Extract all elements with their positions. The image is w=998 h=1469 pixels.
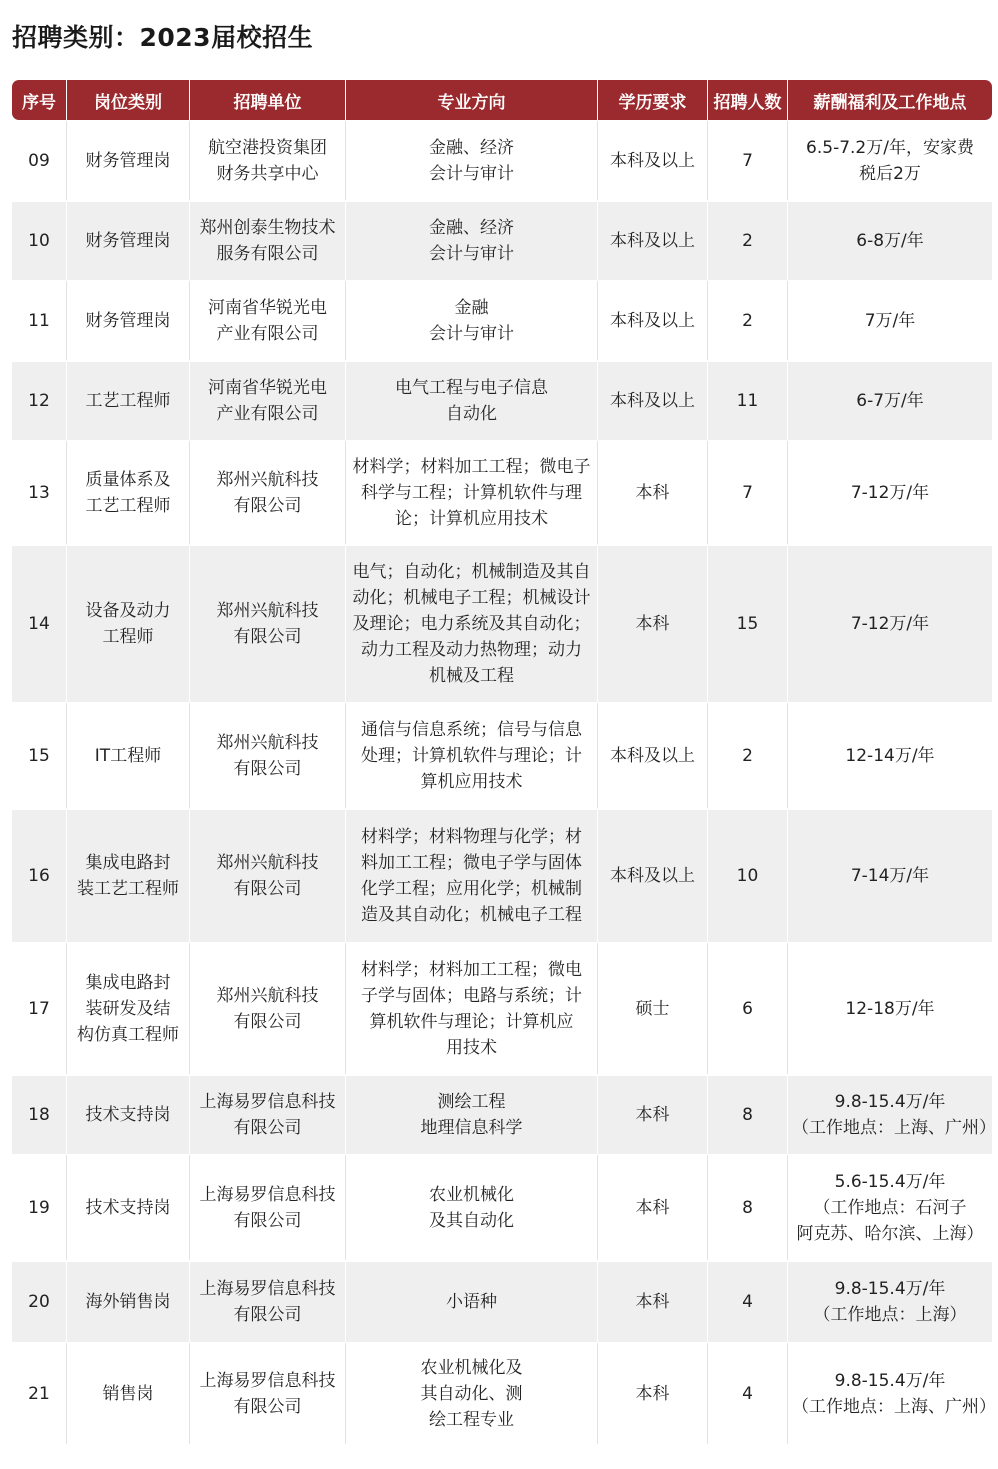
cell-headcount: 7 — [708, 120, 788, 200]
cell-education: 本科及以上 — [598, 200, 708, 280]
cell-major: 材料学；材料物理与化学；材 料加工工程；微电子学与固体 化学工程；应用化学；机械制 造及其自动化；机械电子工程 — [346, 808, 598, 942]
table-header-row — [12, 80, 992, 120]
cell-education: 本科 — [598, 1154, 708, 1260]
cell-index: 16 — [12, 808, 67, 942]
cell-education: 本科及以上 — [598, 280, 708, 360]
header-education: 学历要求 — [598, 80, 708, 120]
cell-position: 集成电路封 装研发及结 构仿真工程师 — [67, 942, 190, 1074]
cell-index: 09 — [12, 120, 67, 200]
cell-salary-location: 7万/年 — [788, 280, 992, 360]
cell-position: 集成电路封 装工艺工程师 — [67, 808, 190, 942]
cell-major: 农业机械化 及其自动化 — [346, 1154, 598, 1260]
cell-position: 海外销售岗 — [67, 1260, 190, 1342]
cell-headcount: 15 — [708, 544, 788, 702]
cell-position: 工艺工程师 — [67, 360, 190, 440]
cell-index: 19 — [12, 1154, 67, 1260]
cell-position: 技术支持岗 — [67, 1154, 190, 1260]
cell-salary-location: 9.8-15.4万/年 （工作地点：上海、广州） — [788, 1074, 992, 1154]
cell-education: 本科 — [598, 1074, 708, 1154]
cell-position: 质量体系及 工艺工程师 — [67, 440, 190, 544]
cell-salary-location: 6-7万/年 — [788, 360, 992, 440]
cell-salary-location: 7-12万/年 — [788, 440, 992, 544]
table-row — [12, 1260, 992, 1342]
table-row — [12, 702, 992, 808]
cell-employer: 郑州兴航科技 有限公司 — [190, 702, 346, 808]
cell-major: 测绘工程 地理信息科学 — [346, 1074, 598, 1154]
cell-major: 材料学；材料加工工程；微电子 科学与工程；计算机软件与理 论；计算机应用技术 — [346, 440, 598, 544]
table-row — [12, 544, 992, 702]
cell-major: 电气工程与电子信息 自动化 — [346, 360, 598, 440]
cell-headcount: 7 — [708, 440, 788, 544]
cell-headcount: 6 — [708, 942, 788, 1074]
cell-headcount: 8 — [708, 1074, 788, 1154]
cell-salary-location: 5.6-15.4万/年 （工作地点：石河子 阿克苏、哈尔滨、上海） — [788, 1154, 992, 1260]
cell-major: 金融、经济 会计与审计 — [346, 200, 598, 280]
cell-headcount: 10 — [708, 808, 788, 942]
cell-position: 财务管理岗 — [67, 200, 190, 280]
cell-position: IT工程师 — [67, 702, 190, 808]
table-row — [12, 942, 992, 1074]
cell-employer: 上海易罗信息科技 有限公司 — [190, 1074, 346, 1154]
cell-major: 小语种 — [346, 1260, 598, 1342]
cell-education: 本科及以上 — [598, 360, 708, 440]
cell-index: 21 — [12, 1342, 67, 1444]
cell-headcount: 4 — [708, 1260, 788, 1342]
cell-position: 财务管理岗 — [67, 280, 190, 360]
cell-headcount: 4 — [708, 1342, 788, 1444]
cell-salary-location: 9.8-15.4万/年 （工作地点：上海） — [788, 1260, 992, 1342]
cell-position: 设备及动力 工程师 — [67, 544, 190, 702]
cell-major: 通信与信息系统；信号与信息 处理；计算机软件与理论；计 算机应用技术 — [346, 702, 598, 808]
header-position: 岗位类别 — [67, 80, 190, 120]
cell-index: 10 — [12, 200, 67, 280]
cell-index: 11 — [12, 280, 67, 360]
cell-employer: 河南省华锐光电 产业有限公司 — [190, 360, 346, 440]
cell-employer: 上海易罗信息科技 有限公司 — [190, 1342, 346, 1444]
header-employer: 招聘单位 — [190, 80, 346, 120]
cell-education: 本科 — [598, 1342, 708, 1444]
cell-headcount: 2 — [708, 200, 788, 280]
cell-headcount: 11 — [708, 360, 788, 440]
cell-index: 17 — [12, 942, 67, 1074]
cell-major: 材料学；材料加工工程；微电 子学与固体；电路与系统；计 算机软件与理论；计算机应 用技术 — [346, 942, 598, 1074]
cell-index: 12 — [12, 360, 67, 440]
cell-employer: 郑州创泰生物技术 服务有限公司 — [190, 200, 346, 280]
cell-salary-location: 12-14万/年 — [788, 702, 992, 808]
table-row — [12, 120, 992, 200]
cell-position: 销售岗 — [67, 1342, 190, 1444]
header-major: 专业方向 — [346, 80, 598, 120]
cell-employer: 郑州兴航科技 有限公司 — [190, 808, 346, 942]
cell-education: 本科 — [598, 544, 708, 702]
cell-salary-location: 9.8-15.4万/年 （工作地点：上海、广州） — [788, 1342, 992, 1444]
cell-employer: 郑州兴航科技 有限公司 — [190, 942, 346, 1074]
page-title: 招聘类别：2023届校招生 — [12, 23, 314, 52]
table-row — [12, 1154, 992, 1260]
cell-index: 14 — [12, 544, 67, 702]
cell-employer: 上海易罗信息科技 有限公司 — [190, 1154, 346, 1260]
cell-education: 本科及以上 — [598, 702, 708, 808]
cell-index: 20 — [12, 1260, 67, 1342]
table-row — [12, 1342, 992, 1444]
cell-salary-location: 6-8万/年 — [788, 200, 992, 280]
cell-position: 技术支持岗 — [67, 1074, 190, 1154]
header-index: 序号 — [12, 80, 67, 120]
cell-position: 财务管理岗 — [67, 120, 190, 200]
recruitment-table — [12, 80, 996, 1444]
cell-education: 本科 — [598, 1260, 708, 1342]
cell-education: 本科及以上 — [598, 120, 708, 200]
cell-major: 金融、经济 会计与审计 — [346, 120, 598, 200]
table-row — [12, 200, 992, 280]
table-row — [12, 440, 992, 544]
cell-employer: 河南省华锐光电 产业有限公司 — [190, 280, 346, 360]
header-headcount: 招聘人数 — [708, 80, 788, 120]
cell-headcount: 8 — [708, 1154, 788, 1260]
cell-salary-location: 7-12万/年 — [788, 544, 992, 702]
cell-employer: 上海易罗信息科技 有限公司 — [190, 1260, 346, 1342]
table-row — [12, 808, 992, 942]
table-row — [12, 1074, 992, 1154]
cell-employer: 郑州兴航科技 有限公司 — [190, 440, 346, 544]
cell-index: 18 — [12, 1074, 67, 1154]
cell-salary-location: 6.5-7.2万/年，安家费 税后2万 — [788, 120, 992, 200]
cell-salary-location: 12-18万/年 — [788, 942, 992, 1074]
cell-education: 本科及以上 — [598, 808, 708, 942]
cell-major: 电气；自动化；机械制造及其自 动化；机械电子工程；机械设计 及理论；电力系统及其自动化； 动力工程及动力热物理；动力 机械及工程 — [346, 544, 598, 702]
cell-employer: 航空港投资集团 财务共享中心 — [190, 120, 346, 200]
cell-index: 13 — [12, 440, 67, 544]
cell-headcount: 2 — [708, 702, 788, 808]
cell-salary-location: 7-14万/年 — [788, 808, 992, 942]
cell-major: 金融 会计与审计 — [346, 280, 598, 360]
cell-education: 本科 — [598, 440, 708, 544]
cell-major: 农业机械化及 其自动化、测 绘工程专业 — [346, 1342, 598, 1444]
header-salary-location: 薪酬福利及工作地点 — [788, 80, 992, 120]
cell-index: 15 — [12, 702, 67, 808]
cell-education: 硕士 — [598, 942, 708, 1074]
cell-headcount: 2 — [708, 280, 788, 360]
cell-employer: 郑州兴航科技 有限公司 — [190, 544, 346, 702]
table-row — [12, 280, 992, 360]
table-row — [12, 360, 992, 440]
